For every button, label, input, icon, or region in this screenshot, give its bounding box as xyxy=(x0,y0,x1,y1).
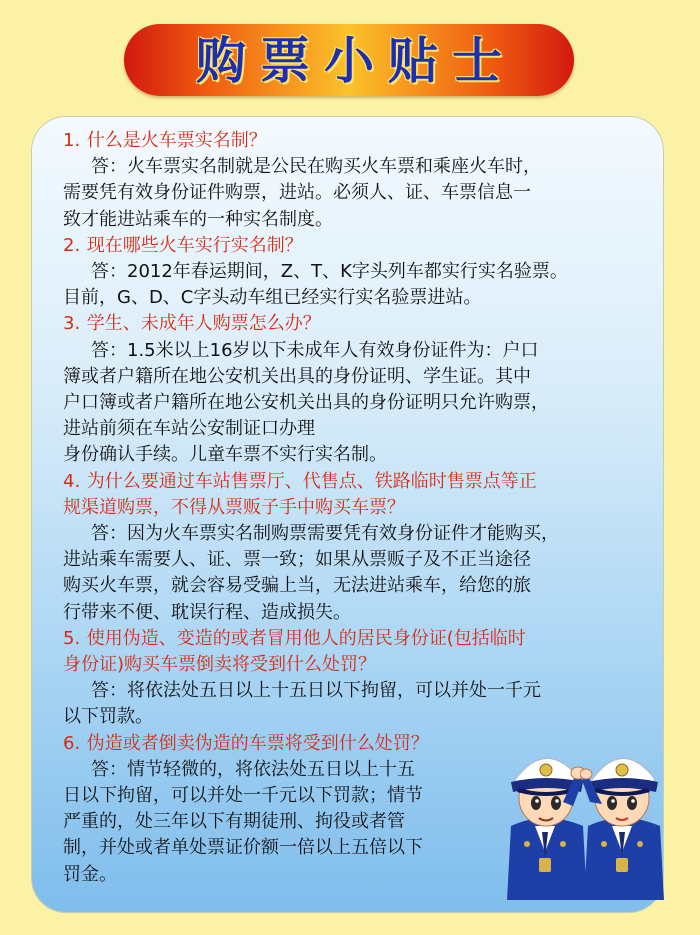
qa-item xyxy=(63,233,653,312)
answer-line: 身份确认手续。儿童车票不实行实名制。 xyxy=(63,444,387,466)
answer-line: 罚金。 xyxy=(63,863,117,885)
police-officer-icon xyxy=(580,740,665,900)
police-officer-icon xyxy=(503,740,588,900)
answer-line: 致才能进站乘车的一种实名制度。 xyxy=(63,208,333,230)
question-cont: 身份证)购买车票倒卖将受到什么处罚？ xyxy=(63,654,377,676)
answer-line: 需要凭有效身份证件购票，进站。必须人、证、车票信息一 xyxy=(63,182,531,204)
answer-line: 行带来不便、耽误行程、造成损失。 xyxy=(63,601,351,623)
answer-line: 严重的，处三年以下有期徒刑、拘役或者管 xyxy=(63,811,405,833)
answer-line: 进站前须在车站公安制证口办理 xyxy=(63,418,315,440)
question: 4. 为什么要通过车站售票厅、代售点、铁路临时售票点等正 xyxy=(63,470,537,492)
answer-line: 户口簿或者户籍所在地公安机关出具的身份证明只允许购票， xyxy=(63,392,549,414)
question: 3. 学生、未成年人购票怎么办？ xyxy=(63,313,321,335)
answer-line: 答：因为火车票实名制购票需要凭有效身份证件才能购买， xyxy=(91,523,559,545)
answer-line: 制，并处或者单处票证价额一倍以上五倍以下 xyxy=(63,837,423,859)
title-banner xyxy=(124,24,574,96)
question: 1. 什么是火车票实名制？ xyxy=(63,130,267,151)
answer-line: 以下罚款。 xyxy=(63,706,153,728)
answer-line: 簿或者户籍所在地公安机关出具的身份证明、学生证。其中 xyxy=(63,365,531,387)
answer-line: 答：火车票实名制就是公民在购买火车票和乘座火车时， xyxy=(91,156,541,178)
qa-item xyxy=(63,626,653,731)
qa-item xyxy=(63,128,653,233)
question: 6. 伪造或者倒卖伪造的车票将受到什么处罚？ xyxy=(63,732,429,754)
answer-line: 目前，G、D、C字头动车组已经实行实名验票进站。 xyxy=(63,287,482,309)
answer-line: 答：将依法处五日以上十五日以下拘留，可以并处一千元 xyxy=(91,680,541,702)
answer-line: 答：情节轻微的，将依法处五日以上十五 xyxy=(91,758,415,780)
answer-line: 答：2012年春运期间，Z、T、K字头列车都实行实名验票。 xyxy=(91,261,568,283)
answer-line: 进站乘车需要人、证、票一致；如果从票贩子及不正当途径 xyxy=(63,549,531,571)
question: 5. 使用伪造、变造的或者冒用他人的居民身份证(包括临时 xyxy=(63,627,526,649)
answer-line: 日以下拘留，可以并处一千元以下罚款；情节 xyxy=(63,785,423,807)
qa-item xyxy=(63,469,653,626)
answer-line: 购买火车票，就会容易受骗上当，无法进站乘车，给您的旅 xyxy=(63,575,531,597)
answer-line: 答：1.5米以上16岁以下未成年人有效身份证件为：户口 xyxy=(91,339,539,361)
question-cont: 规渠道购票，不得从票贩子手中购买车票？ xyxy=(63,496,405,518)
question: 2. 现在哪些火车实行实名制？ xyxy=(63,234,303,256)
qa-item xyxy=(63,311,653,468)
page-title: 购票小贴士 xyxy=(196,32,516,90)
